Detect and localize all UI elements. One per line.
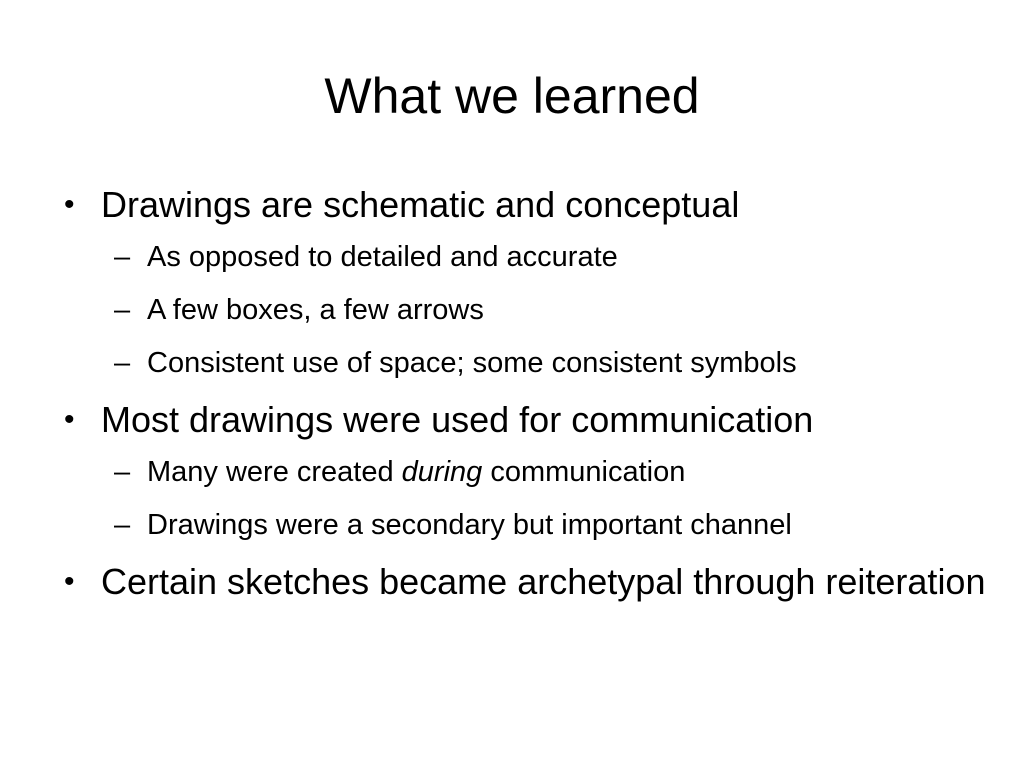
sub-bullet-text-before: Many were created [147, 456, 402, 488]
bullet-item [56, 180, 986, 230]
sub-bullet-text: Drawings were a secondary but important channel [147, 509, 792, 541]
bullet-text: Drawings are schematic and conceptual [101, 184, 740, 225]
bullet-item [56, 395, 986, 445]
bullet-text: Most drawings were used for communication [101, 399, 814, 440]
dash-icon: – [114, 294, 131, 326]
bullet-text: Certain sketches became archetypal through reiteration [101, 561, 986, 602]
dash-icon: – [114, 347, 131, 379]
sub-bullet-text-after: communication [482, 456, 686, 488]
sub-bullet-text: As opposed to detailed and accurate [147, 241, 618, 273]
dash-icon: – [114, 456, 131, 488]
sub-bullet-emphasis: during [401, 456, 483, 488]
sub-bullet-item [56, 342, 986, 384]
bullet-dot-icon: • [64, 565, 75, 598]
dash-icon: – [114, 241, 131, 273]
sub-bullet-item [56, 504, 986, 546]
bullet-dot-icon: • [64, 403, 75, 436]
sub-bullet-item [56, 451, 986, 493]
bullet-item [56, 557, 986, 607]
slide-title: What we learned [324, 68, 700, 124]
sub-bullet-text: A few boxes, a few arrows [147, 294, 484, 326]
dash-icon: – [114, 509, 131, 541]
sub-bullet-text: Consistent use of space; some consistent symbols [147, 347, 797, 379]
sub-bullet-item [56, 236, 986, 278]
bullet-dot-icon: • [64, 188, 75, 221]
slide-body [56, 180, 986, 613]
sub-bullet-item [56, 289, 986, 331]
